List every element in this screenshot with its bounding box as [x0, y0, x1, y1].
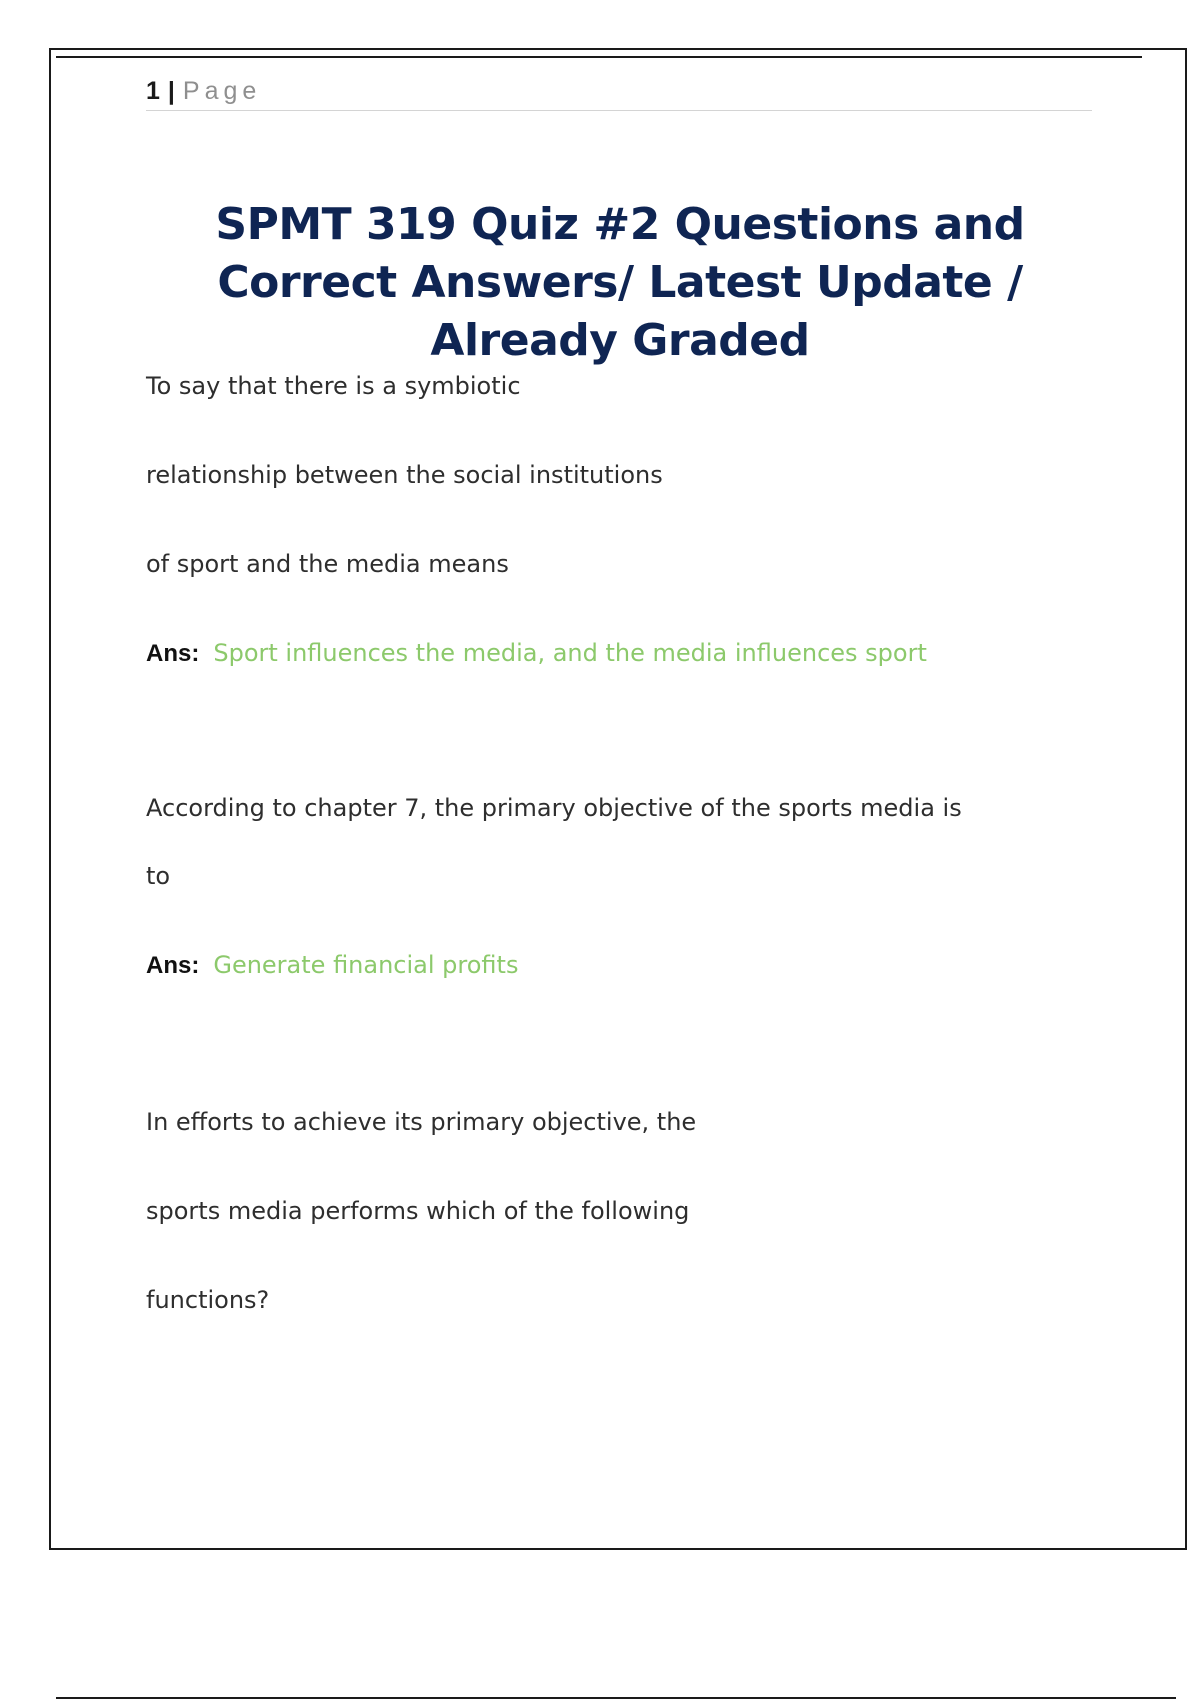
answer-label: Ans: — [146, 952, 200, 979]
answer-row — [146, 639, 927, 668]
answer-text: Sport influences the media, and the media influences sport — [213, 639, 927, 667]
answer-row — [146, 951, 518, 980]
page-separator: | — [167, 76, 175, 105]
question-line: According to chapter 7, the primary objective of the sports media is — [146, 794, 962, 822]
page-header — [146, 72, 1092, 111]
document-title: SPMT 319 Quiz #2 Questions and Correct Answers/ Latest Update / Already Graded — [215, 199, 1025, 366]
question-line: functions? — [146, 1286, 270, 1314]
page-label: Page — [182, 76, 262, 105]
question-line: to — [146, 862, 171, 890]
question-line: To say that there is a symbiotic — [146, 372, 521, 400]
answer-label: Ans: — [146, 640, 200, 667]
question-line: of sport and the media means — [146, 550, 509, 578]
question-line: In efforts to achieve its primary objective, the — [146, 1108, 697, 1136]
question-line: relationship between the social institutions — [146, 461, 663, 489]
answer-text: Generate financial profits — [213, 951, 519, 979]
top-rule — [56, 56, 1142, 58]
question-line: sports media performs which of the following — [146, 1197, 690, 1225]
page-number: 1 — [146, 76, 160, 105]
bottom-rule — [56, 1697, 1176, 1699]
